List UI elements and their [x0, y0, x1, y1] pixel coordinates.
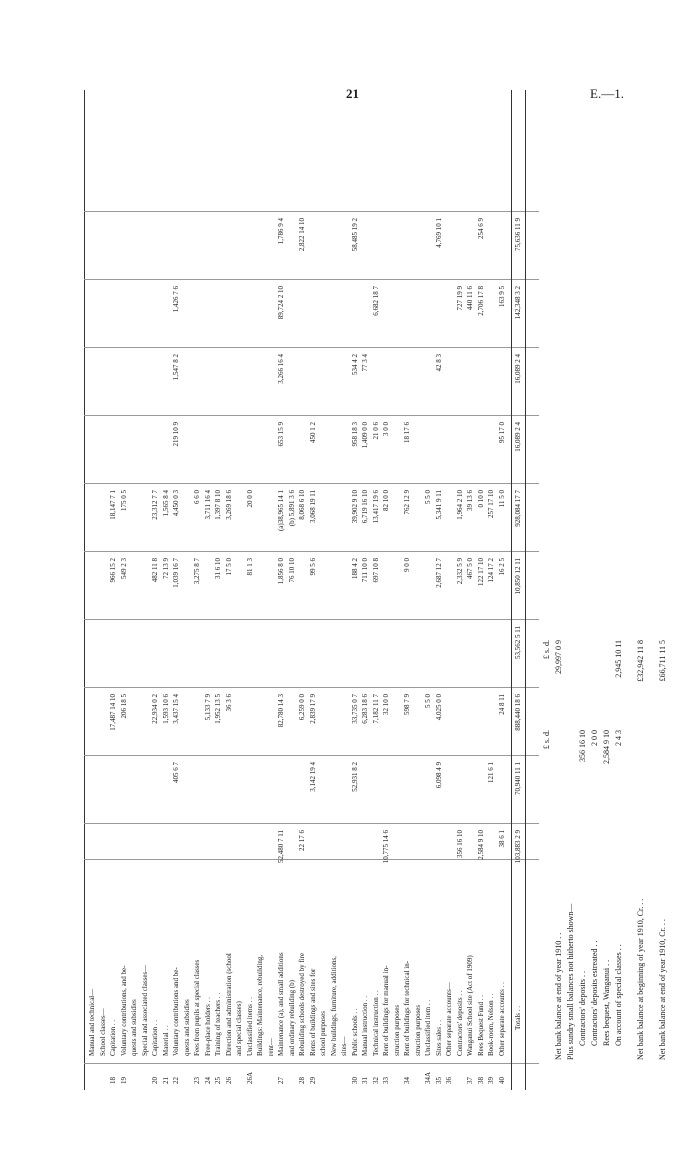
table-cell: 6,259 0 0: [298, 694, 306, 721]
summary-label: Rees bequest, Wanganui . .: [602, 959, 611, 1046]
line-number: 39: [487, 1077, 495, 1084]
table-cell: 3,068 19 11: [308, 490, 317, 523]
table-cell: 4,450 0 3: [172, 490, 180, 517]
totals-cell: 53,562 5 11: [514, 626, 522, 659]
totals-cell: 75,636 11 9: [514, 218, 522, 251]
table-cell: 3,269 18 6: [224, 490, 233, 520]
table-cell: 3,275 8 7: [193, 558, 201, 585]
table-cell: 653 15 9: [277, 422, 285, 447]
table-cell: 534 4 2: [350, 354, 359, 375]
table-cell: 10,775 14 6: [382, 830, 390, 864]
line-number: 25: [214, 1077, 222, 1084]
line-number: 20: [151, 1077, 159, 1084]
summary-total: £32,942 11 8: [636, 640, 645, 682]
table-cell: 549 2 3: [119, 558, 128, 579]
table-cell: 95 17 0: [497, 422, 506, 443]
totals-label: Totals . .: [514, 1005, 522, 1030]
summary-amount: 356 16 10: [578, 730, 587, 762]
line-number: 36: [445, 1077, 453, 1084]
table-cell: 6,719 16 10: [361, 490, 369, 524]
table-cell: 4,769 10 1: [434, 218, 443, 248]
line-number: 37: [466, 1077, 474, 1084]
table-cell: 1,786 9 4: [277, 218, 285, 245]
line-number: 28: [298, 1077, 306, 1084]
row-label: Voluntary contributions and be-: [172, 967, 180, 1056]
row-label: New buildings, furniture, additions,: [329, 956, 338, 1056]
totals-cell: 888,440 18 6: [514, 694, 522, 731]
line-number: 35: [434, 1077, 443, 1084]
summary-total: £66,711 11 5: [658, 640, 667, 682]
table-cell: 598 7 9: [403, 694, 411, 715]
table-cell: 13,417 19 6: [371, 490, 380, 524]
table-cell: 5 5 0: [424, 694, 432, 708]
currency-header: £ s. d.: [542, 640, 551, 660]
table-cell: 175 0 5: [119, 490, 128, 511]
table-cell: 18,147 7 1: [109, 490, 117, 520]
table-cell: 5,341 9 11: [434, 490, 443, 520]
line-number: 34A: [424, 1071, 432, 1084]
line-number: 23: [193, 1077, 201, 1084]
table-cell: 482 11 8: [151, 558, 159, 583]
line-number: 31: [361, 1077, 369, 1084]
table-cell: 9 0 0: [403, 558, 411, 572]
totals-cell: 928,084 17 7: [514, 490, 522, 527]
totals-cell: 10,850 12 11: [514, 558, 522, 595]
table-cell: 8,068 6 10: [298, 490, 306, 520]
table-cell: 254 6 9: [476, 218, 485, 239]
table-cell: 1,593 10 6: [161, 694, 170, 724]
table-cell: 450 1 2: [308, 422, 317, 443]
page-number: 21: [346, 86, 359, 101]
table-cell: 3,266 16 4: [277, 354, 285, 384]
table-cell: 206 18 5: [119, 694, 128, 719]
totals-cell: 70,940 11 1: [514, 762, 522, 795]
row-label: Contractors' deposits . .: [455, 990, 464, 1056]
column-rule: [84, 415, 539, 416]
table-cell: 467 5 0: [466, 558, 474, 579]
table-cell: 1,964 2 10: [455, 490, 464, 520]
row-label: Book-room, Nelson . .: [487, 993, 495, 1056]
table-cell: 2,584 9 10: [476, 830, 485, 860]
table-cell: 121 6 1: [487, 762, 495, 783]
line-number: 26A: [245, 1071, 254, 1084]
line-number: 24: [203, 1077, 212, 1084]
table-cell: 356 16 10: [455, 830, 464, 858]
table-cell: 81 1 3: [245, 558, 254, 576]
table-cell: 711 10 0: [361, 558, 369, 583]
table-cell: (b) 5,891 3 6: [287, 490, 296, 527]
row-label: and special classes): [235, 1001, 243, 1056]
line-number: 21: [161, 1077, 170, 1084]
column-rule: [84, 279, 539, 280]
table-cell: 11 5 0: [497, 490, 506, 508]
column-rule: [84, 211, 539, 212]
row-label: Maintenance (a), and small additions: [277, 952, 285, 1056]
table-cell: 20 0 0: [245, 490, 254, 508]
row-label: Manual and technical—: [88, 988, 96, 1056]
table-cell: 3,437 15 4: [172, 694, 180, 724]
table-cell: 762 12 9: [403, 490, 411, 515]
row-label: Other separate accounts—: [445, 982, 453, 1056]
line-number: 32: [371, 1077, 380, 1084]
row-label: Rebuilding schools destroyed by fire: [298, 952, 306, 1056]
summary-total: 29,997 0 9: [554, 640, 563, 674]
row-label: Capitation . .: [151, 1019, 159, 1056]
table-cell: 2,332 5 9: [455, 558, 464, 585]
summary-label: Contractors' deposits estreated . .: [590, 940, 599, 1046]
table-cell: 77 3 4: [361, 354, 369, 372]
totals-cell: 103,883 2 9: [514, 830, 522, 864]
table-cell: 22,934 0 2: [151, 694, 159, 724]
table-cell: 0 10 0: [476, 490, 485, 508]
line-number: 19: [119, 1077, 128, 1084]
row-label: and ordinary rebuilding (b): [287, 979, 296, 1056]
table-cell: 6 6 0: [193, 490, 201, 504]
summary-amount: 2 0 0: [590, 730, 599, 746]
line-number: 38: [476, 1077, 485, 1084]
row-label: Training of teachers . .: [214, 992, 222, 1056]
summary-label: On account of special classes . .: [614, 944, 623, 1046]
row-label: Fees from pupils at special classes: [193, 959, 201, 1056]
table-cell: 17 5 0: [224, 558, 233, 576]
summary-amount: 2,584 9 10: [602, 730, 611, 764]
table-cell: 3 0 0: [382, 422, 390, 436]
rotated-ledger-page: [48, 50, 700, 1090]
table-cell: 219 10 9: [172, 422, 180, 447]
table-cell: 31 6 10: [214, 558, 222, 579]
table-bottom-rule: [525, 90, 526, 1090]
table-cell: 2,839 17 9: [308, 694, 317, 724]
line-number: 29: [308, 1077, 317, 1084]
table-cell: 36 3 6: [224, 694, 233, 712]
table-cell: 39,902 9 10: [350, 490, 359, 524]
row-label: Special and associated classes—: [140, 964, 149, 1056]
table-cell: 5,133 7 9: [203, 694, 212, 721]
table-cell: 188 4 2: [350, 558, 359, 579]
table-cell: 966 15 2: [109, 558, 117, 583]
table-cell: 89,724 2 10: [277, 286, 285, 320]
table-cell: 124 17 2: [487, 558, 495, 583]
table-cell: 6,098 4 9: [434, 762, 443, 789]
table-cell: 405 6 7: [172, 762, 180, 783]
line-number: 22: [172, 1077, 180, 1084]
row-label: quests and subsidies: [182, 999, 191, 1056]
row-label: quests and subsidies: [130, 999, 138, 1056]
table-cell: 72 13 9: [161, 558, 170, 579]
column-rule: [84, 687, 539, 688]
table-cell: 18 17 6: [403, 422, 411, 443]
table-cell: 440 11 6: [466, 286, 474, 311]
table-cell: 4,025 0 0: [434, 694, 443, 721]
table-cell: 52,480 7 11: [277, 830, 285, 863]
table-cell: 2,687 12 7: [434, 558, 443, 588]
summary-label: Net bank balance at end of year 1910, Cr. . .: [658, 919, 667, 1060]
summary-label: Net bank balance at beginning of year 1910, Cr. . .: [636, 898, 645, 1060]
table-cell: 39 13 6: [466, 490, 474, 511]
table-cell: 3,142 19 4: [308, 762, 317, 792]
table-cell: 2,822 14 10: [298, 218, 306, 252]
table-top-rule: [84, 90, 85, 1090]
totals-cell: 142,348 3 2: [514, 286, 522, 320]
table-cell: 6,682 18 7: [371, 286, 380, 316]
table-cell: 58,485 19 2: [350, 218, 359, 252]
table-cell: 1,565 8 4: [161, 490, 170, 517]
row-label: Rent of buildings for technical in-: [403, 960, 411, 1056]
table-cell: 1,547 8 2: [172, 354, 180, 381]
line-number: 27: [277, 1077, 285, 1084]
row-label: Unclassified item . .: [424, 999, 432, 1056]
row-label: Free-place holders . .: [203, 997, 212, 1056]
row-label: rent—: [266, 1038, 275, 1056]
table-cell: 1,426 7 6: [172, 286, 180, 313]
row-label: Voluntary contributions, and be-: [119, 965, 128, 1056]
table-cell: 2,706 17 8: [476, 286, 485, 316]
table-cell: 23,312 7 7: [151, 490, 159, 520]
line-number: 40: [497, 1077, 506, 1084]
row-label: Other separate accounts . .: [497, 982, 506, 1056]
table-cell: 163 9 5: [497, 286, 506, 307]
totals-cell: 16,089 2 4: [514, 354, 522, 384]
row-label: struction purposes: [392, 1004, 401, 1056]
table-cell: 52,931 8 2: [350, 762, 359, 792]
table-cell: 42 8 3: [434, 354, 443, 372]
table-cell: 82,780 14 3: [277, 694, 285, 728]
section-code: E.—1.: [590, 86, 624, 101]
summary-label: Contractors' deposits . .: [578, 971, 587, 1046]
table-cell: 21 0 6: [371, 422, 380, 440]
row-label: School classes—: [98, 1008, 107, 1056]
table-cell: 5 5 0: [424, 490, 432, 504]
row-label: Sites sales . .: [434, 1020, 443, 1056]
row-label: Manual instruction . .: [361, 995, 369, 1056]
table-cell: 1,409 0 0: [361, 422, 369, 449]
row-label: Rees Bequest Fund . .: [476, 994, 485, 1056]
totals-cell: 16,089 2 4: [514, 422, 522, 452]
row-label: Technical instruction . .: [371, 990, 380, 1056]
table-cell: 33,735 0 7: [350, 694, 359, 724]
table-cell: 7,182 11 7: [371, 694, 380, 724]
row-label: Rent of buildings for manual in-: [382, 965, 390, 1056]
row-label: Wanganui School site (Act of 1909): [466, 955, 474, 1056]
line-number: 30: [350, 1077, 359, 1084]
table-cell: 727 19 9: [455, 286, 464, 311]
table-cell: 99 5 6: [308, 558, 317, 576]
line-number: 34: [403, 1077, 411, 1084]
summary-label: Plus sundry small balances not hitherto shown—: [566, 903, 575, 1060]
row-label: Material . .: [161, 1025, 170, 1056]
line-number: 33: [382, 1077, 390, 1084]
table-cell: (a)38,965 14 1: [277, 490, 285, 532]
summary-label: Net bank balance at end of year 1910 . .: [554, 932, 563, 1060]
table-cell: 16 2 5: [497, 558, 506, 576]
table-cell: 6,283 18 6: [361, 694, 369, 724]
row-label: Buildings: Maintenance, rebuilding,: [256, 954, 264, 1056]
row-label: Rents of buildings and sites for: [308, 968, 317, 1056]
line-number: 18: [109, 1077, 117, 1084]
table-cell: 257 17 10: [487, 490, 495, 518]
table-cell: 82 10 0: [382, 490, 390, 511]
totals-rule: [511, 90, 512, 1090]
table-cell: 17,487 14 10: [109, 694, 117, 731]
table-cell: 1,039 16 7: [172, 558, 180, 588]
table-cell: 3,711 16 4: [203, 490, 212, 520]
table-cell: 1,856 8 0: [277, 558, 285, 585]
row-label: school purposes: [319, 1011, 327, 1056]
table-cell: 76 10 10: [287, 558, 296, 583]
table-cell: 697 10 8: [371, 558, 380, 583]
line-number: 26: [224, 1077, 233, 1084]
table-cell: 1,397 8 10: [214, 490, 222, 520]
table-cell: 22 17 6: [298, 830, 306, 851]
row-label: struction purposes: [413, 1004, 422, 1056]
row-label: Direction and administration (school: [224, 953, 233, 1056]
summary-amount: 2 4 3: [614, 730, 623, 746]
table-cell: 24 8 11: [497, 694, 506, 715]
table-cell: 32 10 0: [382, 694, 390, 715]
table-cell: 122 17 10: [476, 558, 485, 586]
table-cell: 958 18 3: [350, 422, 359, 447]
summary-total: 2,945 10 11: [614, 640, 623, 678]
row-label: sites—: [340, 1036, 348, 1056]
row-label: Unclassified items . .: [245, 997, 254, 1056]
row-label: Public schools . .: [350, 1008, 359, 1056]
currency-header: £ s. d.: [542, 730, 551, 750]
table-cell: 1,952 13 5: [214, 694, 222, 724]
table-cell: 38 6 1: [497, 830, 506, 848]
row-label: Capitation . .: [109, 1019, 117, 1056]
